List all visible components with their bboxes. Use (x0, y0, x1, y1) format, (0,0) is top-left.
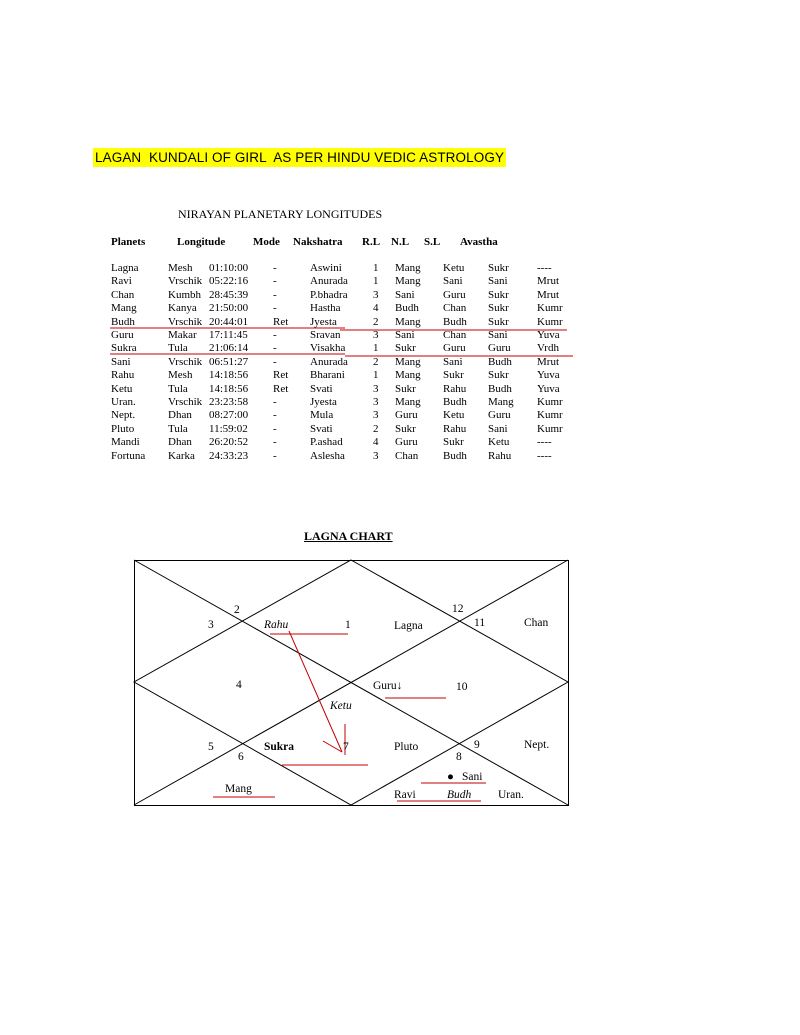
cell-planet: Uran. (111, 396, 136, 408)
cell-mode: - (273, 449, 277, 462)
cell-sign: Tula (168, 382, 188, 395)
cell-mode: Ret (273, 315, 289, 328)
cell-avastha: ---- (537, 449, 552, 462)
cell-rl: 1 (373, 342, 379, 355)
cell-avastha: Mrut (537, 355, 559, 368)
cell-sub-lord: Ketu (488, 436, 510, 449)
cell-nakshatra: P.ashad (310, 436, 343, 449)
cell-sign: Vrschik (168, 396, 203, 408)
cell-nakshatra: Aswini (310, 262, 342, 274)
cell-mode: Ret (273, 369, 289, 382)
cell-nakshatra: Aslesha (310, 449, 345, 462)
cell-mode: - (273, 355, 277, 368)
house-number: 11 (474, 617, 486, 629)
cell-mode: Ret (273, 382, 289, 395)
cell-rl: 3 (373, 288, 379, 301)
cell-planet: Chan (111, 288, 135, 301)
cell-sub-lord: Sani (488, 329, 508, 341)
cell-nakshatra: Svati (310, 382, 333, 395)
cell-sl: Guru (443, 288, 466, 301)
cell-avastha: ---- (537, 262, 552, 274)
cell-sub-lord: Rahu (488, 449, 512, 462)
cell-planet: Mandi (111, 436, 140, 449)
cell-mode: - (273, 436, 277, 449)
cell-degree: 17:11:45 (209, 329, 248, 341)
cell-nakshatra: Mula (310, 409, 334, 422)
cell-sl: Guru (443, 342, 466, 355)
cell-sign: Mesh (168, 262, 193, 274)
cell-planet: Guru (111, 329, 134, 341)
header-longitude: Longitude (177, 236, 226, 248)
cell-avastha: Kumr (537, 302, 563, 315)
planet-ketu: Ketu (330, 700, 352, 712)
planet-pluto: Pluto (394, 741, 419, 753)
cell-sub-lord: Sukr (488, 262, 509, 274)
cell-mode: - (273, 409, 277, 422)
cell-nl: Budh (395, 302, 419, 315)
cell-rl: 3 (373, 449, 379, 462)
cell-sign: Dhan (168, 409, 192, 422)
cell-avastha: Mrut (537, 288, 559, 301)
cell-nl: Sukr (395, 382, 416, 395)
cell-sl: Rahu (443, 382, 467, 395)
cell-sl: Budh (443, 315, 467, 328)
cell-sl: Ketu (443, 262, 465, 274)
cell-planet: Nept. (111, 409, 136, 422)
cell-rl: 3 (373, 329, 379, 341)
cell-rl: 1 (373, 369, 379, 382)
cell-sub-lord: Sukr (488, 315, 509, 328)
cell-nl: Mang (395, 396, 421, 408)
cell-degree: 21:50:00 (209, 302, 249, 315)
house-number: 4 (236, 679, 242, 691)
header-planets: Planets (111, 236, 146, 248)
cell-sub-lord: Budh (488, 382, 512, 395)
cell-avastha: Vrdh (537, 342, 559, 355)
cell-sign: Vrschik (168, 315, 203, 328)
cell-sub-lord: Mang (488, 396, 514, 408)
cell-sl: Budh (443, 449, 467, 462)
cell-avastha: Yuva (537, 369, 560, 382)
planet-guru: Guru↓ (373, 680, 403, 692)
cell-nakshatra: Svati (310, 422, 333, 435)
cell-sl: Sani (443, 355, 463, 368)
cell-sign: Vrschik (168, 275, 203, 288)
chart-annotations (213, 631, 486, 801)
cell-nakshatra: Visakha (310, 342, 346, 355)
planet-sani: Sani (462, 771, 483, 783)
cell-planet: Sani (111, 355, 131, 368)
cell-sign: Mesh (168, 369, 193, 382)
cell-degree: 24:33:23 (209, 449, 249, 462)
planet-uran: Uran. (498, 789, 524, 801)
cell-rl: 4 (373, 436, 379, 449)
cell-sl: Chan (443, 302, 467, 315)
cell-sign: Dhan (168, 436, 192, 449)
header-mode: Mode (253, 236, 280, 248)
cell-rl: 3 (373, 396, 379, 408)
cell-planet: Ketu (111, 382, 133, 395)
house-number: 10 (456, 681, 468, 693)
planet-budh: Budh (447, 789, 472, 801)
cell-planet: Mang (111, 302, 137, 315)
cell-degree: 28:45:39 (209, 288, 249, 301)
lagna-chart-grid (134, 560, 569, 806)
header-avastha: Avastha (460, 236, 498, 248)
planet-ravi: Ravi (394, 789, 416, 801)
cell-avastha: Mrut (537, 275, 559, 288)
cell-sub-lord: Sukr (488, 369, 509, 382)
cell-sign: Makar (168, 329, 197, 341)
cell-degree: 14:18:56 (209, 382, 249, 395)
cell-sign: Kanya (168, 302, 197, 315)
house-number: 5 (208, 741, 214, 753)
cell-sl: Sukr (443, 436, 464, 449)
cell-planet: Fortuna (111, 449, 146, 462)
cell-sl: Budh (443, 396, 467, 408)
cell-nl: Chan (395, 449, 419, 462)
cell-sign: Karka (168, 449, 195, 462)
cell-avastha: Yuva (537, 382, 560, 395)
cell-sl: Sani (443, 275, 463, 288)
cell-sub-lord: Sani (488, 275, 508, 288)
cell-nakshatra: Anurada (310, 355, 348, 368)
cell-rl: 1 (373, 275, 379, 288)
house-number: 7 (343, 741, 349, 753)
cell-nl: Mang (395, 355, 421, 368)
cell-degree: 20:44:01 (209, 315, 249, 328)
cell-nakshatra: Anurada (310, 275, 348, 288)
cell-mode: - (273, 342, 277, 355)
cell-nl: Guru (395, 436, 418, 449)
house-number: 12 (452, 603, 464, 615)
cell-mode: - (273, 275, 277, 288)
planet-lagna: Lagna (394, 620, 423, 632)
table-title: NIRAYAN PLANETARY LONGITUDES (178, 207, 383, 221)
cell-rl: 1 (373, 262, 379, 274)
cell-sub-lord: Budh (488, 355, 512, 368)
cell-nl: Sukr (395, 342, 416, 355)
cell-sl: Chan (443, 329, 467, 341)
cell-sign: Tula (168, 422, 188, 435)
planet-mang: Mang (225, 783, 252, 795)
planet-rahu: Rahu (264, 619, 289, 631)
document-title: LAGAN KUNDALI OF GIRL AS PER HINDU VEDIC ASTROLOGY (95, 150, 505, 165)
cell-nakshatra: P.bhadra (310, 288, 348, 301)
cell-sl: Rahu (443, 422, 467, 435)
cell-avastha: Kumr (537, 396, 563, 408)
cell-avastha: Kumr (537, 409, 563, 422)
cell-nl: Guru (395, 409, 418, 422)
cell-avastha: Yuva (537, 329, 560, 341)
cell-nl: Mang (395, 369, 421, 382)
planet-sukra: Sukra (264, 741, 295, 753)
cell-sub-lord: Guru (488, 409, 511, 422)
cell-sl: Ketu (443, 409, 465, 422)
cell-nakshatra: Jyesta (310, 396, 337, 408)
cell-nl: Mang (395, 315, 421, 328)
cell-sub-lord: Guru (488, 342, 511, 355)
cell-degree: 23:23:58 (209, 396, 249, 408)
cell-nakshatra: Bharani (310, 369, 345, 382)
cell-rl: 3 (373, 409, 379, 422)
cell-rl: 2 (373, 422, 379, 435)
house-number: 8 (456, 751, 462, 763)
cell-planet: Sukra (111, 342, 137, 355)
cell-planet: Lagna (111, 262, 139, 274)
cell-degree: 26:20:52 (209, 436, 249, 449)
cell-mode: - (273, 302, 277, 315)
cell-nl: Sani (395, 288, 415, 301)
cell-planet: Pluto (111, 422, 135, 435)
house-number: 3 (208, 619, 214, 631)
cell-nakshatra: Jyesta (310, 315, 337, 328)
cell-avastha: Kumr (537, 422, 563, 435)
cell-planet: Budh (111, 315, 135, 328)
cell-degree: 06:51:27 (209, 355, 249, 368)
planet-nept: Nept. (524, 739, 550, 751)
cell-nl: Mang (395, 275, 421, 288)
house-number: 1 (345, 619, 351, 631)
cell-sign: Tula (168, 342, 188, 355)
cell-sign: Vrschik (168, 355, 203, 368)
cell-sub-lord: Sukr (488, 288, 509, 301)
cell-avastha: Kumr (537, 315, 563, 328)
planet-chan: Chan (524, 617, 549, 629)
cell-sl: Sukr (443, 369, 464, 382)
cell-planet: Rahu (111, 369, 135, 382)
header-sl: S.L (424, 236, 441, 248)
header-nl: N.L (391, 236, 410, 248)
cell-rl: 2 (373, 355, 379, 368)
cell-degree: 01:10:00 (209, 262, 249, 274)
cell-sub-lord: Sukr (488, 302, 509, 315)
cell-nakshatra: Sravan (310, 329, 341, 341)
cell-degree: 11:59:02 (209, 422, 248, 435)
cell-mode: - (273, 262, 277, 274)
header-nakshatra: Nakshatra (293, 236, 343, 248)
cell-degree: 08:27:00 (209, 409, 249, 422)
header-rl: R.L (362, 236, 381, 248)
cell-nl: Mang (395, 262, 421, 274)
cell-planet: Ravi (111, 275, 132, 288)
cell-degree: 14:18:56 (209, 369, 249, 382)
cell-degree: 21:06:14 (209, 342, 249, 355)
combust-icon: ● (447, 771, 454, 783)
cell-mode: - (273, 288, 277, 301)
house-number: 2 (234, 604, 240, 616)
cell-rl: 4 (373, 302, 379, 315)
cell-avastha: ---- (537, 436, 552, 449)
cell-mode: - (273, 329, 277, 341)
cell-sign: Kumbh (168, 288, 201, 301)
chart-title: LAGNA CHART (304, 529, 393, 543)
cell-rl: 2 (373, 315, 379, 328)
cell-degree: 05:22:16 (209, 275, 249, 288)
house-number: 6 (238, 751, 244, 763)
cell-mode: - (273, 396, 277, 408)
cell-nakshatra: Hastha (310, 302, 341, 315)
cell-nl: Sukr (395, 422, 416, 435)
cell-sub-lord: Sani (488, 422, 508, 435)
cell-rl: 3 (373, 382, 379, 395)
cell-mode: - (273, 422, 277, 435)
cell-nl: Sani (395, 329, 415, 341)
house-number: 9 (474, 739, 480, 751)
